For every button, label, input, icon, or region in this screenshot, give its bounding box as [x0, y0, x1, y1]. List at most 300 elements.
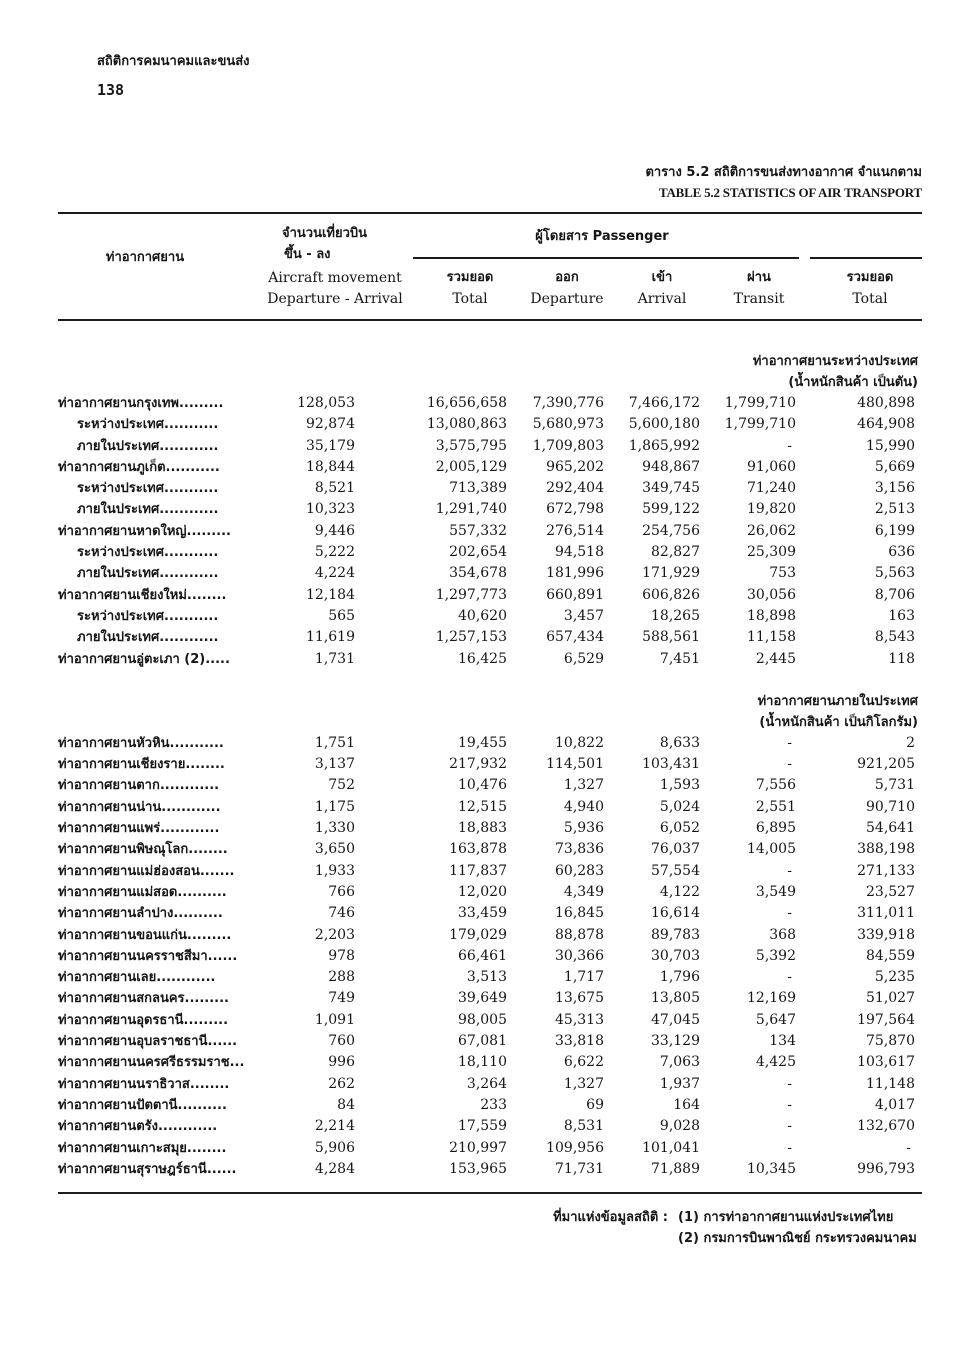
- passenger-arrival-value: 1,865,992: [628, 437, 700, 454]
- cargo-total-value: 8,543: [874, 629, 915, 646]
- column-header-total-english: Total: [452, 291, 488, 307]
- aircraft-movement-value: 749: [328, 990, 355, 1007]
- passenger-total-value: 179,029: [449, 926, 507, 943]
- column-header-aircraft-thai-2: ขึ้น - ลง: [284, 247, 331, 262]
- airport-name: ท่าอากาศยานน่าน............: [58, 799, 221, 815]
- passenger-departure-value: 13,675: [555, 990, 604, 1007]
- passenger-arrival-value: 47,045: [651, 1011, 700, 1028]
- cargo-total-value: 921,205: [857, 756, 915, 773]
- passenger-arrival-value: 948,867: [642, 458, 700, 475]
- table-row: [0, 733, 966, 754]
- cargo-total-value: 3,156: [874, 480, 915, 497]
- aircraft-movement-value: 1,751: [314, 734, 355, 751]
- aircraft-movement-value: 11,619: [306, 629, 355, 646]
- passenger-arrival-value: 171,929: [642, 565, 700, 582]
- table-row: [0, 988, 966, 1009]
- passenger-transit-value: 1,799,710: [724, 416, 796, 433]
- passenger-transit-value: 2,445: [755, 650, 796, 667]
- passenger-departure-value: 94,518: [555, 544, 604, 561]
- table-row: [0, 1116, 966, 1137]
- passenger-total-value: 19,455: [458, 734, 507, 751]
- aircraft-movement-value: 766: [328, 883, 355, 900]
- passenger-arrival-value: 606,826: [642, 586, 700, 603]
- passenger-total-value: 12,515: [458, 798, 507, 815]
- passenger-arrival-value: 599,122: [642, 501, 700, 518]
- cargo-total-value: 5,669: [874, 458, 915, 475]
- passenger-departure-value: 1,709,803: [532, 437, 604, 454]
- airport-name: ท่าอากาศยานนราธิวาส........: [58, 1076, 230, 1092]
- passenger-total-value: 66,461: [458, 947, 507, 964]
- cargo-total-value: 11,148: [866, 1075, 915, 1092]
- aircraft-movement-value: 92,874: [306, 416, 355, 433]
- header-bottom-rule: [58, 319, 922, 321]
- column-header-departure-thai: ออก: [555, 270, 579, 285]
- passenger-total-value: 18,110: [458, 1054, 507, 1071]
- passenger-departure-value: 114,501: [546, 756, 604, 773]
- passenger-departure-value: 8,531: [563, 1118, 604, 1135]
- column-header-transit-english: Transit: [733, 291, 785, 307]
- passenger-transit-value: -: [787, 969, 792, 986]
- cargo-total-value: 103,617: [857, 1054, 915, 1071]
- passenger-departure-value: 5,680,973: [532, 416, 604, 433]
- airport-name: ท่าอากาศยานกรุงเทพ.........: [58, 396, 224, 411]
- passenger-transit-value: 14,005: [747, 841, 796, 858]
- passenger-departure-value: 4,349: [563, 883, 604, 900]
- table-row: [0, 499, 966, 520]
- airport-name: ท่าอากาศยานสุราษฎร์ธานี......: [58, 1161, 237, 1177]
- table-row: [0, 754, 966, 775]
- passenger-transit-value: 10,345: [747, 1160, 796, 1177]
- cargo-total-value: 388,198: [857, 841, 915, 858]
- passenger-arrival-value: 1,937: [659, 1075, 700, 1092]
- passenger-total-value: 98,005: [458, 1011, 507, 1028]
- passenger-total-value: 557,332: [449, 522, 507, 539]
- airport-name: ท่าอากาศยานอู่ตะเภา (2).....: [58, 651, 230, 667]
- aircraft-movement-value: 288: [328, 969, 355, 986]
- passenger-transit-value: 12,169: [747, 990, 796, 1007]
- table-row: [0, 649, 966, 670]
- cargo-total-value: 311,011: [857, 905, 915, 922]
- passenger-arrival-value: 13,805: [651, 990, 700, 1007]
- table-row: [0, 946, 966, 967]
- passenger-departure-value: 33,818: [555, 1033, 604, 1050]
- aircraft-movement-value: 2,214: [314, 1118, 355, 1135]
- airport-name: ท่าอากาศยานอุบลราชธานี......: [58, 1034, 238, 1050]
- cargo-total-value: 271,133: [857, 862, 915, 879]
- passenger-departure-value: 292,404: [546, 480, 604, 497]
- aircraft-movement-value: 9,446: [314, 522, 355, 539]
- passenger-transit-value: -: [787, 1075, 792, 1092]
- section-heading-unit-note: (น้ำหนักสินค้า เป็นตัน): [788, 375, 918, 390]
- airport-name: ท่าอากาศยานตรัง............: [58, 1119, 218, 1135]
- column-header-transit-thai: ผ่าน: [747, 270, 771, 285]
- aircraft-movement-value: 996: [328, 1054, 355, 1071]
- table-row: [0, 1052, 966, 1073]
- passenger-transit-value: -: [787, 756, 792, 773]
- passenger-arrival-value: 71,889: [651, 1160, 700, 1177]
- cargo-total-value: 5,731: [874, 777, 915, 794]
- passenger-transit-value: -: [787, 905, 792, 922]
- passenger-arrival-value: 588,561: [642, 629, 700, 646]
- passenger-transit-value: 5,647: [755, 1011, 796, 1028]
- passenger-total-value: 17,559: [458, 1118, 507, 1135]
- cargo-total-value: 75,870: [866, 1033, 915, 1050]
- passenger-total-value: 16,425: [458, 650, 507, 667]
- passenger-transit-value: 18,898: [747, 607, 796, 624]
- airport-name: ระหว่างประเทศ...........: [77, 608, 219, 624]
- table-row: [0, 393, 966, 414]
- airport-name: ท่าอากาศยานอุดรธานี.........: [58, 1012, 229, 1028]
- passenger-arrival-value: 164: [673, 1096, 700, 1113]
- passenger-arrival-value: 103,431: [642, 756, 700, 773]
- passenger-departure-value: 1,327: [563, 777, 604, 794]
- cargo-total-value: 15,990: [866, 437, 915, 454]
- passenger-arrival-value: 5,024: [659, 798, 700, 815]
- passenger-transit-value: 30,056: [747, 586, 796, 603]
- cargo-total-value: 996,793: [857, 1160, 915, 1177]
- airport-name: ระหว่างประเทศ...........: [77, 545, 219, 561]
- passenger-arrival-value: 30,703: [651, 947, 700, 964]
- table-bottom-rule: [58, 1192, 922, 1194]
- airport-name: ท่าอากาศยานภูเก็ต...........: [58, 459, 220, 475]
- passenger-total-value: 33,459: [458, 905, 507, 922]
- aircraft-movement-value: 262: [328, 1075, 355, 1092]
- passenger-transit-value: 91,060: [747, 458, 796, 475]
- table-row: [0, 861, 966, 882]
- airport-name: ท่าอากาศยานนครศรีธรรมราช...: [58, 1055, 245, 1071]
- passenger-total-value: 39,649: [458, 990, 507, 1007]
- passenger-total-value: 18,883: [458, 820, 507, 837]
- passenger-transit-value: -: [787, 862, 792, 879]
- passenger-transit-value: 6,895: [755, 820, 796, 837]
- column-header-total-thai: รวมยอด: [446, 270, 494, 285]
- passenger-transit-value: -: [787, 1118, 792, 1135]
- passenger-departure-value: 6,529: [563, 650, 604, 667]
- passenger-total-value: 713,389: [449, 480, 507, 497]
- airport-name: ท่าอากาศยานนครราชสีมา......: [58, 948, 238, 964]
- passenger-departure-value: 4,940: [563, 798, 604, 815]
- passenger-arrival-value: 76,037: [651, 841, 700, 858]
- table-row: [0, 1074, 966, 1095]
- cargo-total-value: 90,710: [866, 798, 915, 815]
- passenger-arrival-value: 349,745: [642, 480, 700, 497]
- passenger-transit-value: -: [787, 437, 792, 454]
- passenger-total-value: 153,965: [449, 1160, 507, 1177]
- table-row: [0, 1031, 966, 1052]
- passenger-arrival-value: 8,633: [659, 734, 700, 751]
- passenger-total-value: 16,656,658: [426, 395, 507, 411]
- passenger-departure-value: 6,622: [563, 1054, 604, 1071]
- passenger-transit-value: 4,425: [755, 1054, 796, 1071]
- aircraft-movement-value: 1,091: [314, 1011, 355, 1028]
- cargo-total-value: 464,908: [857, 416, 915, 433]
- passenger-group-rule: [413, 257, 799, 259]
- passenger-departure-value: 276,514: [546, 522, 604, 539]
- aircraft-movement-value: 752: [328, 777, 355, 794]
- cargo-group-rule: [810, 257, 922, 259]
- cargo-total-value: 54,641: [866, 820, 915, 837]
- airport-name: ระหว่างประเทศ...........: [77, 481, 219, 497]
- passenger-transit-value: 3,549: [755, 883, 796, 900]
- passenger-arrival-value: 254,756: [642, 522, 700, 539]
- cargo-total-value: 8,706: [874, 586, 915, 603]
- cargo-total-value: 6,199: [874, 522, 915, 539]
- passenger-total-value: 233: [480, 1096, 507, 1113]
- cargo-total-value: 636: [888, 544, 915, 561]
- aircraft-movement-value: 565: [328, 607, 355, 624]
- column-header-aircraft-english-1: Aircraft movement: [268, 270, 402, 286]
- passenger-departure-value: 69: [586, 1096, 604, 1113]
- airport-name: ภายในประเทศ............: [77, 630, 219, 646]
- passenger-departure-value: 109,956: [546, 1139, 604, 1156]
- passenger-total-value: 217,932: [449, 756, 507, 773]
- passenger-departure-value: 16,845: [555, 905, 604, 922]
- airport-name: ท่าอากาศยานแพร่............: [58, 821, 220, 837]
- table-row: [0, 839, 966, 860]
- table-row: [0, 542, 966, 563]
- table-row: [0, 627, 966, 648]
- passenger-departure-value: 181,996: [546, 565, 604, 582]
- passenger-arrival-value: 7,451: [659, 650, 700, 667]
- table-row: [0, 1095, 966, 1116]
- passenger-arrival-value: 5,600,180: [628, 416, 700, 433]
- aircraft-movement-value: 3,137: [314, 756, 355, 773]
- aircraft-movement-value: 4,284: [314, 1160, 355, 1177]
- airport-name: ท่าอากาศยานเลย............: [58, 970, 216, 986]
- source-item: (1) การท่าอากาศยานแห่งประเทศไทย: [678, 1210, 894, 1225]
- passenger-transit-value: 7,556: [755, 777, 796, 794]
- column-header-arrival-english: Arrival: [637, 291, 687, 307]
- passenger-departure-value: 88,878: [555, 926, 604, 943]
- passenger-transit-value: 19,820: [747, 501, 796, 518]
- table-row: [0, 775, 966, 796]
- passenger-transit-value: -: [787, 1096, 792, 1113]
- aircraft-movement-value: 8,521: [314, 480, 355, 497]
- passenger-arrival-value: 9,028: [659, 1118, 700, 1135]
- section-heading: [0, 691, 966, 733]
- table-row: [0, 414, 966, 435]
- passenger-transit-value: -: [787, 1139, 792, 1156]
- passenger-departure-value: 660,891: [546, 586, 604, 603]
- airport-name: ท่าอากาศยานเกาะสมุย........: [58, 1140, 227, 1156]
- passenger-transit-value: 134: [769, 1033, 796, 1050]
- table-row: [0, 925, 966, 946]
- table-title-english: TABLE 5.2 STATISTICS OF AIR TRANSPORT: [658, 185, 922, 200]
- passenger-arrival-value: 82,827: [651, 544, 700, 561]
- table-title-thai: ตาราง 5.2 สถิติการขนส่งทางอากาศ จำแนกตาม: [645, 165, 922, 180]
- aircraft-movement-value: 5,906: [314, 1139, 355, 1156]
- cargo-total-value: 51,027: [866, 990, 915, 1007]
- column-header-cargo-total-thai: รวมยอด: [846, 270, 894, 285]
- table-row: [0, 563, 966, 584]
- table-row: [0, 967, 966, 988]
- passenger-total-value: 354,678: [449, 565, 507, 582]
- airport-name: ท่าอากาศยานหาดใหญ่.........: [58, 523, 231, 539]
- passenger-arrival-value: 101,041: [642, 1139, 700, 1156]
- aircraft-movement-value: 10,323: [306, 501, 355, 518]
- passenger-arrival-value: 33,129: [651, 1033, 700, 1050]
- column-header-aircraft-english-2: Departure - Arrival: [267, 291, 403, 307]
- cargo-total-value: 2: [906, 734, 915, 751]
- table-top-rule: [58, 212, 922, 214]
- column-header-aircraft-thai-1: จำนวนเที่ยวบิน: [282, 226, 368, 241]
- table-section: [0, 351, 966, 670]
- cargo-total-value: 132,670: [857, 1118, 915, 1135]
- airport-name: ภายในประเทศ............: [77, 566, 219, 582]
- passenger-transit-value: 26,062: [747, 522, 796, 539]
- passenger-arrival-value: 7,466,172: [628, 395, 700, 411]
- passenger-departure-value: 1,327: [563, 1075, 604, 1092]
- airport-name: ท่าอากาศยานลำปาง..........: [58, 906, 223, 922]
- passenger-total-value: 117,837: [449, 862, 507, 879]
- passenger-total-value: 67,081: [458, 1033, 507, 1050]
- airport-name: ระหว่างประเทศ...........: [77, 417, 219, 433]
- airport-name: ท่าอากาศยานสกลนคร.........: [58, 991, 229, 1007]
- airport-name: ท่าอากาศยานปัตตานี..........: [58, 1097, 227, 1113]
- aircraft-movement-value: 12,184: [306, 586, 355, 603]
- cargo-total-value: 23,527: [866, 883, 915, 900]
- table-row: [0, 1159, 966, 1180]
- passenger-arrival-value: 18,265: [651, 607, 700, 624]
- passenger-departure-value: 45,313: [555, 1011, 604, 1028]
- passenger-departure-value: 30,366: [555, 947, 604, 964]
- passenger-departure-value: 1,717: [563, 969, 604, 986]
- cargo-total-value: 118: [888, 650, 915, 667]
- passenger-total-value: 202,654: [449, 544, 507, 561]
- cargo-total-value: 2,513: [874, 501, 915, 518]
- passenger-departure-value: 3,457: [563, 607, 604, 624]
- cargo-total-value: 4,017: [874, 1096, 915, 1113]
- aircraft-movement-value: 746: [328, 905, 355, 922]
- table-row: [0, 436, 966, 457]
- cargo-total-value: -: [906, 1139, 911, 1156]
- table-row: [0, 1010, 966, 1031]
- passenger-transit-value: 368: [769, 926, 796, 943]
- passenger-transit-value: 11,158: [747, 629, 796, 646]
- aircraft-movement-value: 1,933: [314, 862, 355, 879]
- passenger-departure-value: 657,434: [546, 629, 604, 646]
- section-heading: [0, 351, 966, 393]
- running-header: สถิติการคมนาคมและขนส่ง: [97, 54, 250, 69]
- passenger-total-value: 3,513: [466, 969, 507, 986]
- table-row: [0, 797, 966, 818]
- passenger-departure-value: 672,798: [546, 501, 604, 518]
- aircraft-movement-value: 4,224: [314, 565, 355, 582]
- passenger-arrival-value: 16,614: [651, 905, 700, 922]
- table-body: [0, 351, 966, 1180]
- table-row: [0, 585, 966, 606]
- aircraft-movement-value: 1,175: [314, 798, 355, 815]
- passenger-departure-value: 965,202: [546, 458, 604, 475]
- passenger-total-value: 163,878: [449, 841, 507, 858]
- passenger-transit-value: 71,240: [747, 480, 796, 497]
- passenger-departure-value: 10,822: [555, 734, 604, 751]
- airport-name: ท่าอากาศยานแม่สอด..........: [58, 884, 227, 900]
- passenger-transit-value: 753: [769, 565, 796, 582]
- passenger-transit-value: 2,551: [755, 798, 796, 815]
- aircraft-movement-value: 18,844: [306, 458, 355, 475]
- aircraft-movement-value: 978: [328, 947, 355, 964]
- airport-name: ท่าอากาศยานขอนแก่น.........: [58, 927, 232, 943]
- passenger-departure-value: 60,283: [555, 862, 604, 879]
- column-group-header-passenger: ผู้โดยสาร Passenger: [535, 229, 669, 244]
- airport-name: ท่าอากาศยานเชียงใหม่........: [58, 587, 227, 603]
- passenger-transit-value: 25,309: [747, 544, 796, 561]
- column-header-arrival-thai: เข้า: [651, 270, 673, 285]
- airport-name: ท่าอากาศยานแม่ฮ่องสอน.......: [58, 863, 235, 879]
- cargo-total-value: 197,564: [857, 1011, 915, 1028]
- cargo-total-value: 84,559: [866, 947, 915, 964]
- aircraft-movement-value: 1,330: [314, 820, 355, 837]
- passenger-arrival-value: 1,593: [659, 777, 700, 794]
- passenger-total-value: 3,264: [466, 1075, 507, 1092]
- source-item: (2) กรมการบินพาณิชย์ กระทรวงคมนาคม: [678, 1231, 917, 1246]
- passenger-arrival-value: 57,554: [651, 862, 700, 879]
- table-row: [0, 478, 966, 499]
- table-row: [0, 457, 966, 478]
- passenger-total-value: 1,297,773: [435, 586, 507, 603]
- table-row: [0, 903, 966, 924]
- airport-name: ท่าอากาศยานเชียงราย........: [58, 757, 225, 773]
- passenger-arrival-value: 6,052: [659, 820, 700, 837]
- passenger-total-value: 210,997: [449, 1139, 507, 1156]
- cargo-total-value: 480,898: [857, 395, 915, 411]
- passenger-departure-value: 73,836: [555, 841, 604, 858]
- aircraft-movement-value: 760: [328, 1033, 355, 1050]
- aircraft-movement-value: 35,179: [306, 437, 355, 454]
- passenger-total-value: 12,020: [458, 883, 507, 900]
- cargo-total-value: 5,235: [874, 969, 915, 986]
- passenger-arrival-value: 89,783: [651, 926, 700, 943]
- airport-name: ท่าอากาศยานตาก............: [58, 778, 220, 794]
- table-row: [0, 606, 966, 627]
- airport-name: ท่าอากาศยานพิษณุโลก........: [58, 842, 228, 858]
- passenger-total-value: 13,080,863: [426, 416, 507, 433]
- airport-name: ภายในประเทศ............: [77, 502, 219, 518]
- passenger-transit-value: -: [787, 734, 792, 751]
- page-number: 138: [97, 81, 125, 99]
- table-row: [0, 818, 966, 839]
- table-row: [0, 521, 966, 542]
- section-heading-unit-note: (น้ำหนักสินค้า เป็นกิโลกรัม): [759, 714, 918, 730]
- aircraft-movement-value: 128,053: [297, 395, 355, 411]
- passenger-total-value: 1,257,153: [435, 629, 507, 646]
- passenger-total-value: 10,476: [458, 777, 507, 794]
- passenger-total-value: 1,291,740: [435, 501, 507, 518]
- passenger-departure-value: 5,936: [563, 820, 604, 837]
- aircraft-movement-value: 5,222: [314, 544, 355, 561]
- aircraft-movement-value: 1,731: [314, 650, 355, 667]
- passenger-arrival-value: 4,122: [659, 883, 700, 900]
- airport-name: ท่าอากาศยานหัวหิน...........: [58, 735, 224, 751]
- section-heading-title: ท่าอากาศยานภายในประเทศ: [757, 693, 918, 709]
- aircraft-movement-value: 3,650: [314, 841, 355, 858]
- passenger-departure-value: 71,731: [555, 1160, 604, 1177]
- aircraft-movement-value: 2,203: [314, 926, 355, 943]
- passenger-transit-value: 1,799,710: [724, 395, 796, 411]
- column-header-airport: ท่าอากาศยาน: [105, 250, 185, 265]
- cargo-total-value: 163: [888, 607, 915, 624]
- table-row: [0, 1138, 966, 1159]
- aircraft-movement-value: 84: [337, 1096, 355, 1113]
- passenger-transit-value: 5,392: [755, 947, 796, 964]
- section-heading-title: ท่าอากาศยานระหว่างประเทศ: [752, 354, 918, 369]
- cargo-total-value: 339,918: [857, 926, 915, 943]
- passenger-total-value: 40,620: [458, 607, 507, 624]
- passenger-total-value: 2,005,129: [435, 458, 507, 475]
- column-header-departure-english: Departure: [530, 291, 604, 307]
- source-label: ที่มาแห่งข้อมูลสถิติ :: [553, 1210, 668, 1225]
